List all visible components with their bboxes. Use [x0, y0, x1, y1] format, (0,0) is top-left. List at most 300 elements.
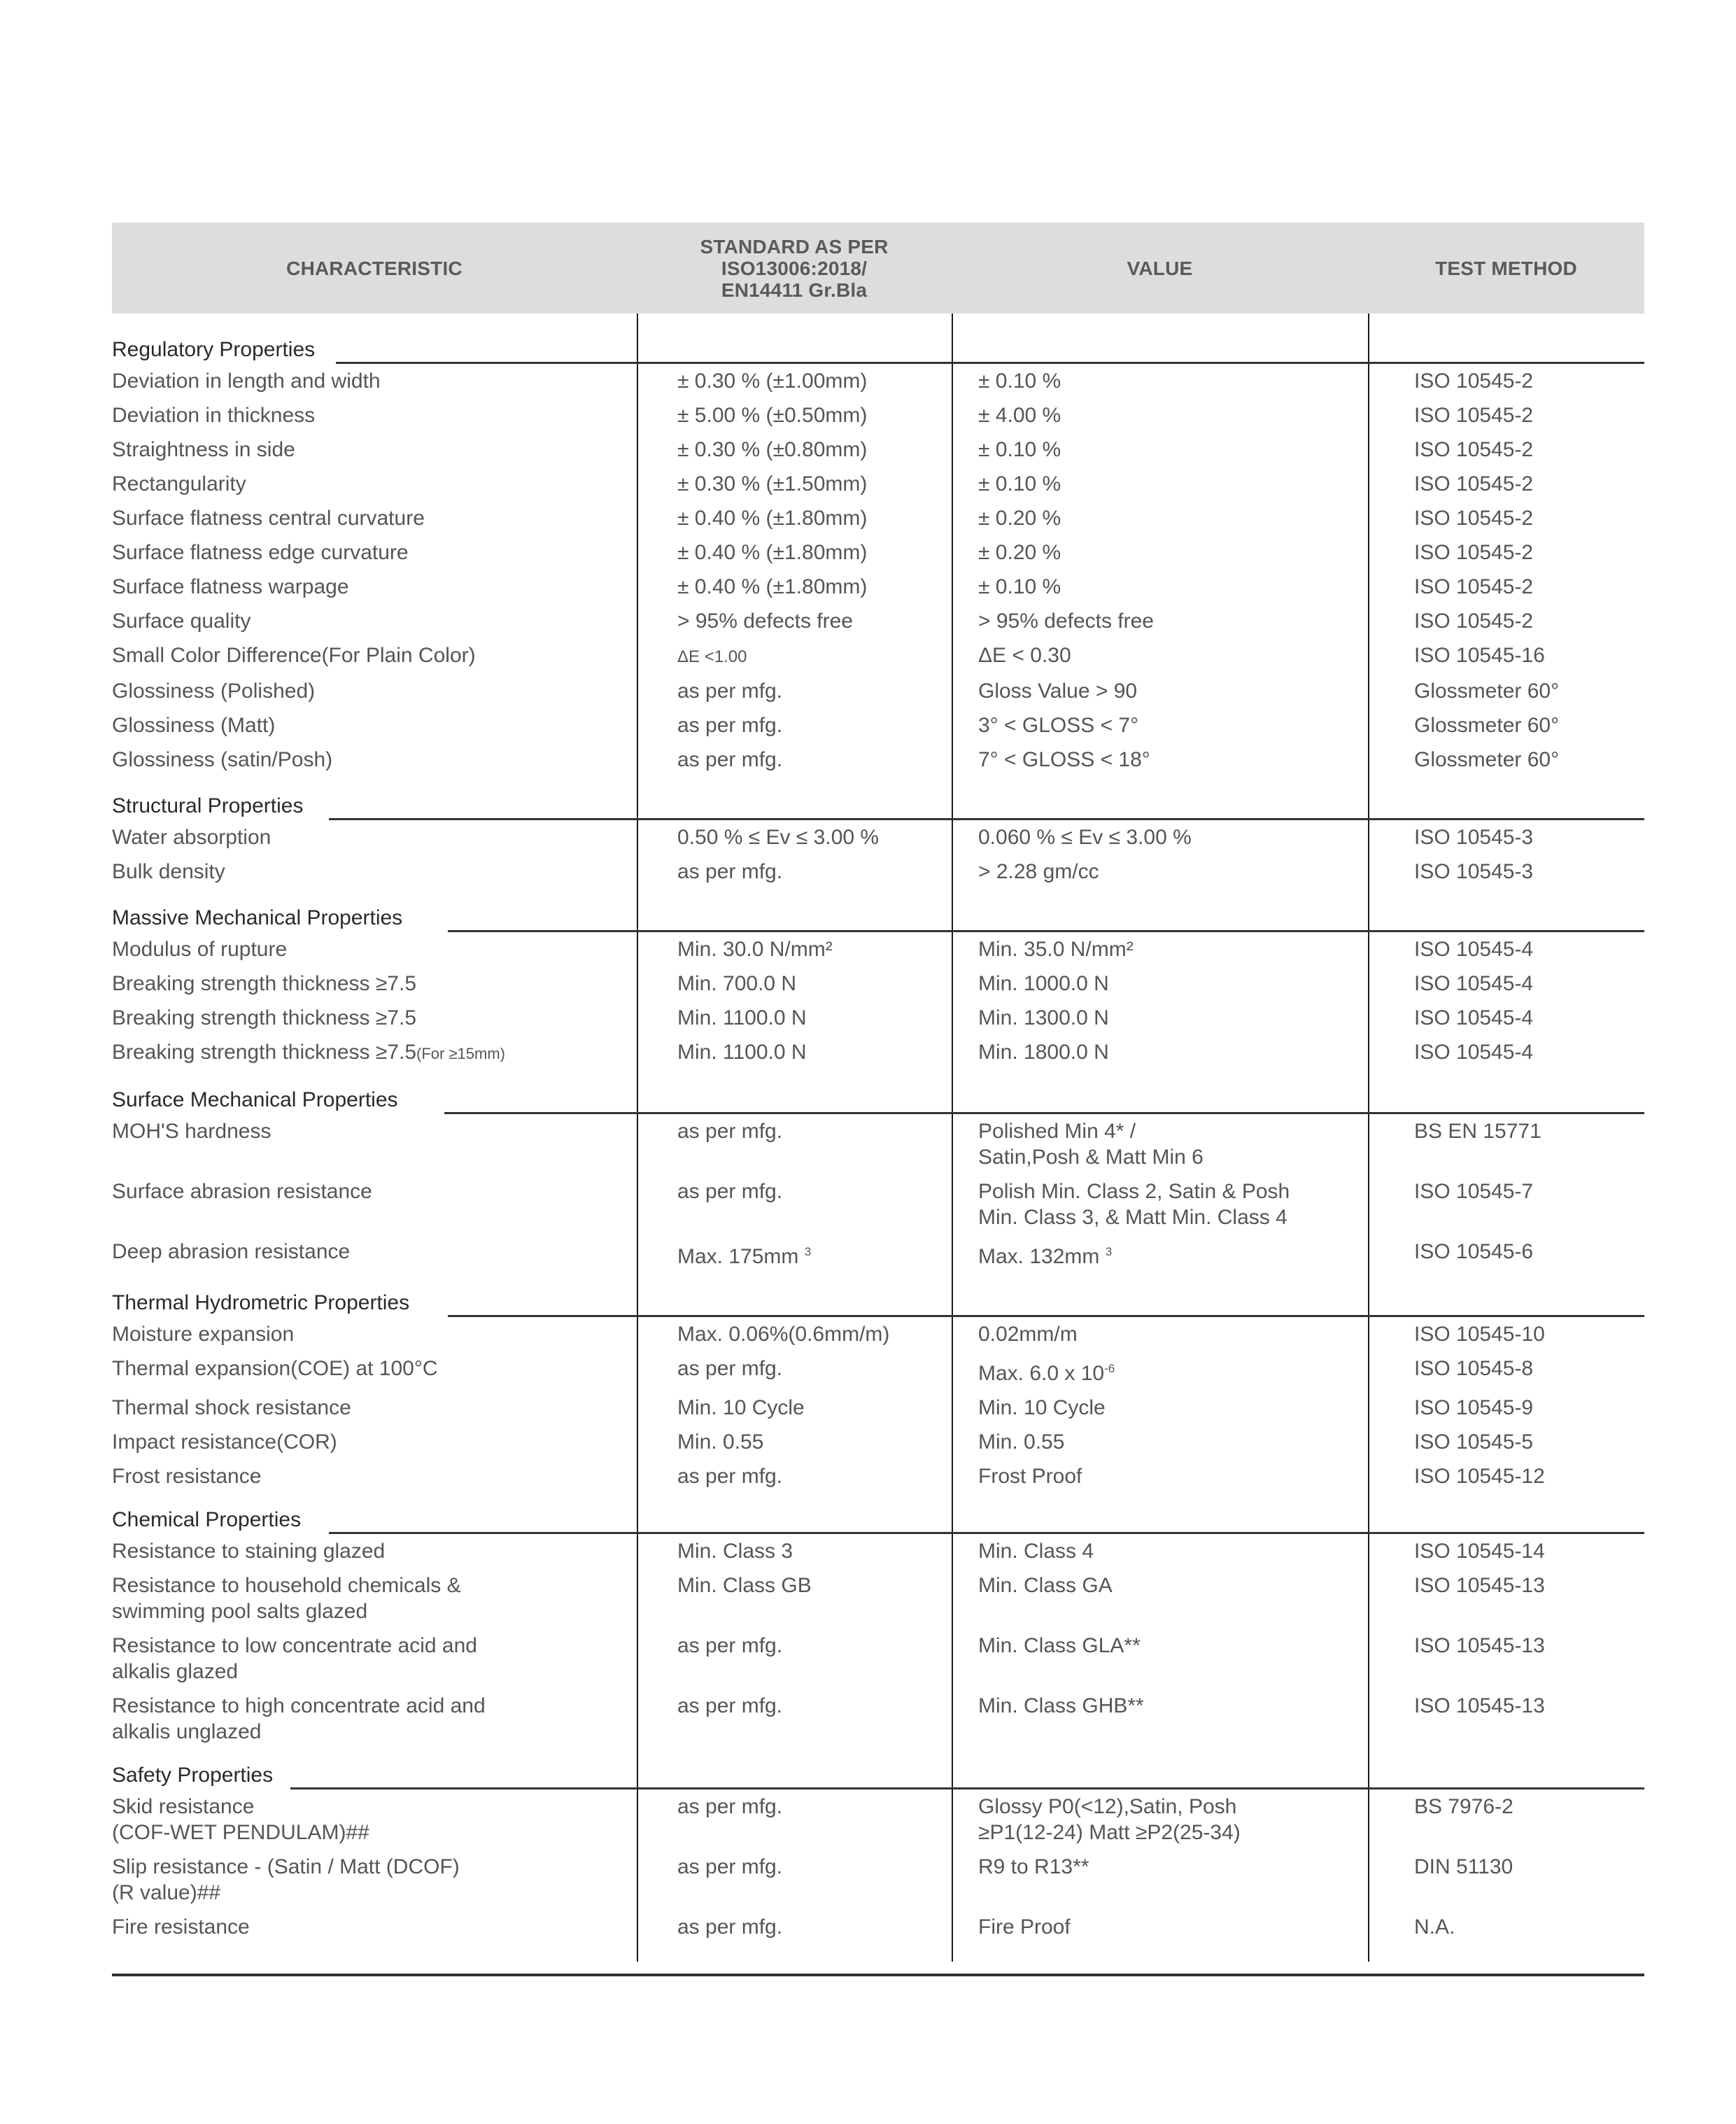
standard-line [677, 1538, 952, 1564]
characteristic-line [112, 747, 637, 773]
standard-cell [637, 1351, 952, 1391]
characteristic-cell [112, 1174, 637, 1235]
value-line [978, 642, 1368, 668]
standard-cell [637, 1425, 952, 1459]
value-cell [952, 932, 1368, 966]
section [112, 784, 1644, 889]
section-title: Thermal Hydrometric Properties [112, 1291, 410, 1314]
standard-text: Min. 1100.0 N [677, 1041, 807, 1064]
section-header [112, 896, 1644, 932]
characteristic-line [112, 936, 637, 962]
value-text: Glossy P0(<12),Satin, Posh [978, 1795, 1237, 1818]
value-text: Min. 35.0 N/mm² [978, 938, 1134, 961]
characteristic-text: Deviation in length and width [112, 370, 381, 393]
standard-line [677, 1321, 952, 1347]
value-line [978, 1179, 1368, 1204]
standard-cell [637, 1850, 952, 1910]
standard-text: Min. 1100.0 N [677, 1006, 807, 1029]
characteristic-text: Breaking strength thickness ≥7.5 [112, 1041, 417, 1064]
value-text: Min. 10 Cycle [978, 1396, 1106, 1419]
characteristic-line [112, 1321, 637, 1347]
standard-text: Min. 10 Cycle [677, 1396, 805, 1419]
value-line2: Min. Class 3, & Matt Min. Class 4 [978, 1206, 1287, 1229]
value-line [978, 505, 1368, 531]
standard-text: as per mfg. [677, 1465, 783, 1488]
value-line [978, 1005, 1368, 1031]
test-method-cell [1368, 1789, 1644, 1850]
characteristic-cell [112, 467, 637, 501]
standard-line [677, 1854, 952, 1880]
section-rule [444, 1112, 1644, 1114]
test-method-cell [1368, 1001, 1644, 1035]
standard-line [677, 1693, 952, 1719]
characteristic-line2: swimming pool salts glazed [112, 1600, 368, 1623]
characteristic-cell [112, 1351, 637, 1391]
table-body [112, 328, 1644, 1976]
standard-text: Max. 175mm [677, 1245, 799, 1268]
test-method-text: ISO 10545-13 [1414, 1634, 1545, 1657]
properties-table [112, 223, 1644, 1976]
test-method-cell [1368, 932, 1644, 966]
standard-line [677, 402, 952, 428]
value-line [978, 678, 1368, 704]
standard-cell [637, 570, 952, 604]
header-standard-line1: STANDARD AS PER [700, 235, 889, 258]
test-method-cell [1368, 1568, 1644, 1629]
test-method-cell [1368, 743, 1644, 777]
characteristic-text: Straightness in side [112, 438, 295, 461]
standard-line [677, 642, 952, 670]
standard-text: > 95% defects free [677, 610, 853, 633]
section-title: Safety Properties [112, 1764, 274, 1787]
characteristic-line [112, 1633, 637, 1659]
standard-text: ΔE <1.00 [677, 647, 747, 666]
characteristic-line [112, 1118, 637, 1144]
test-method-cell [1368, 467, 1644, 501]
standard-text: as per mfg. [677, 680, 783, 703]
characteristic-line [112, 1429, 637, 1455]
value-cell [952, 1850, 1368, 1910]
characteristic-text: Breaking strength thickness ≥7.5 [112, 972, 417, 995]
value-line [978, 1039, 1368, 1065]
value-cell [952, 1174, 1368, 1235]
value-cell [952, 1235, 1368, 1274]
section [112, 1753, 1644, 1944]
standard-cell [637, 1629, 952, 1689]
value-text: ± 4.00 % [978, 404, 1061, 427]
value-cell [952, 1629, 1368, 1689]
value-cell [952, 364, 1368, 398]
value-cell [952, 501, 1368, 535]
value-line [978, 1395, 1368, 1421]
characteristic-cell [112, 570, 637, 604]
characteristic-text: Impact resistance(COR) [112, 1430, 337, 1454]
value-cell [952, 1114, 1368, 1174]
characteristic-cell [112, 364, 637, 398]
standard-text: as per mfg. [677, 714, 783, 737]
value-cell [952, 1568, 1368, 1629]
value-cell [952, 467, 1368, 501]
characteristic-text: Water absorption [112, 826, 271, 849]
value-line [978, 712, 1368, 738]
characteristic-text: Surface quality [112, 610, 251, 633]
value-cell [952, 535, 1368, 570]
characteristic-note: (For ≥15mm) [416, 1045, 505, 1062]
table-row [112, 501, 1644, 535]
section-rule [448, 1315, 1644, 1317]
section-rule [336, 362, 1644, 364]
value-cell [952, 604, 1368, 638]
value-cell [952, 708, 1368, 743]
standard-cell [637, 501, 952, 535]
table-row [112, 398, 1644, 432]
standard-line [677, 1573, 952, 1598]
value-text: 0.02mm/m [978, 1323, 1078, 1346]
value-text: Max. 132mm [978, 1245, 1100, 1268]
value-cell [952, 1910, 1368, 1944]
characteristic-cell [112, 1459, 637, 1493]
section [112, 1498, 1644, 1749]
characteristic-cell [112, 1534, 637, 1568]
table-row [112, 932, 1644, 966]
value-superscript: -6 [1104, 1362, 1115, 1375]
standard-text: ± 0.40 % (±1.80mm) [677, 507, 868, 530]
standard-line [677, 1239, 952, 1270]
characteristic-line [112, 471, 637, 497]
section-rule [448, 930, 1644, 932]
table-row [112, 467, 1644, 501]
test-method-text: ISO 10545-8 [1414, 1357, 1534, 1380]
characteristic-line [112, 402, 637, 428]
table-row [112, 1351, 1644, 1391]
test-method-cell [1368, 1534, 1644, 1568]
value-text: Min. 1800.0 N [978, 1041, 1109, 1064]
characteristic-line [112, 1395, 637, 1421]
standard-line [677, 540, 952, 565]
table-row [112, 1629, 1644, 1689]
standard-line [677, 824, 952, 850]
table-row [112, 1910, 1644, 1944]
value-line [978, 1321, 1368, 1347]
standard-text: ± 0.40 % (±1.80mm) [677, 541, 868, 564]
test-method-text: ISO 10545-4 [1414, 938, 1534, 961]
value-line [978, 437, 1368, 463]
section-header [112, 1078, 1644, 1114]
standard-cell [637, 708, 952, 743]
test-method-text: Glossmeter 60° [1414, 680, 1560, 703]
characteristic-cell [112, 604, 637, 638]
section-rule [329, 1532, 1644, 1534]
standard-text: as per mfg. [677, 748, 783, 771]
test-method-text: Glossmeter 60° [1414, 714, 1560, 737]
test-method-cell [1368, 604, 1644, 638]
value-line [978, 859, 1368, 885]
value-cell [952, 854, 1368, 889]
value-superscript: 3 [1105, 1245, 1113, 1258]
standard-line [677, 471, 952, 497]
value-text: ± 0.10 % [978, 575, 1061, 598]
value-text: ± 0.20 % [978, 541, 1061, 564]
characteristic-line [112, 1573, 637, 1598]
test-method-text: ISO 10545-2 [1414, 507, 1534, 530]
characteristic-text: Glossiness (Matt) [112, 714, 276, 737]
standard-cell [637, 364, 952, 398]
standard-line [677, 1005, 952, 1031]
table-row [112, 820, 1644, 854]
value-text: Min. Class GLA** [978, 1634, 1141, 1657]
test-method-cell [1368, 854, 1644, 889]
characteristic-cell [112, 1629, 637, 1689]
value-text: Min. Class GA [978, 1574, 1113, 1597]
characteristic-text: Fire resistance [112, 1915, 250, 1939]
standard-cell [637, 1174, 952, 1235]
characteristic-line [112, 1463, 637, 1489]
characteristic-text: MOH'S hardness [112, 1120, 271, 1143]
value-cell [952, 1534, 1368, 1568]
value-text: > 2.28 gm/cc [978, 860, 1099, 883]
value-line [978, 1794, 1368, 1820]
standard-text: Min. Class GB [677, 1574, 812, 1597]
standard-superscript: 3 [804, 1245, 812, 1258]
test-method-text: ISO 10545-13 [1414, 1574, 1545, 1597]
standard-cell [637, 535, 952, 570]
test-method-cell [1368, 1689, 1644, 1749]
test-method-cell [1368, 1910, 1644, 1944]
table-row [112, 638, 1644, 674]
characteristic-cell [112, 501, 637, 535]
characteristic-text: Resistance to high concentrate acid and [112, 1694, 486, 1717]
value-text: > 95% defects free [978, 610, 1154, 633]
standard-line [677, 368, 952, 394]
value-line [978, 936, 1368, 962]
test-method-cell [1368, 674, 1644, 708]
standard-text: Min. Class 3 [677, 1540, 793, 1563]
value-line [978, 1538, 1368, 1564]
standard-cell [637, 1235, 952, 1274]
standard-cell [637, 1114, 952, 1174]
value-text: 0.060 % ≤ Ev ≤ 3.00 % [978, 826, 1192, 849]
value-line [978, 1854, 1368, 1880]
characteristic-line [112, 1179, 637, 1204]
standard-cell [637, 1568, 952, 1629]
table-row [112, 1317, 1644, 1351]
standard-line [677, 1039, 952, 1065]
value-cell [952, 1351, 1368, 1391]
standard-cell [637, 1689, 952, 1749]
value-line [978, 1693, 1368, 1719]
characteristic-text: Rectangularity [112, 472, 246, 495]
characteristic-text: Resistance to low concentrate acid and [112, 1634, 477, 1657]
standard-cell [637, 1317, 952, 1351]
table-row [112, 1001, 1644, 1035]
characteristic-cell [112, 854, 637, 889]
test-method-text: ISO 10545-2 [1414, 438, 1534, 461]
characteristic-cell [112, 535, 637, 570]
table-row [112, 364, 1644, 398]
characteristic-cell [112, 1568, 637, 1629]
value-line [978, 402, 1368, 428]
test-method-text: ISO 10545-4 [1414, 972, 1534, 995]
test-method-text: ISO 10545-14 [1414, 1540, 1545, 1563]
characteristic-line [112, 1005, 637, 1031]
header-standard [637, 223, 952, 314]
characteristic-line [112, 437, 637, 463]
section-header [112, 328, 1644, 364]
test-method-text: ISO 10545-3 [1414, 860, 1534, 883]
characteristic-line [112, 505, 637, 531]
characteristic-cell [112, 708, 637, 743]
standard-text: as per mfg. [677, 1915, 783, 1939]
table-row [112, 1035, 1644, 1071]
characteristic-text: Resistance to household chemicals & [112, 1574, 461, 1597]
standard-text: ± 0.30 % (±0.80mm) [677, 438, 868, 461]
standard-cell [637, 743, 952, 777]
value-text: ± 0.10 % [978, 438, 1061, 461]
value-line [978, 1573, 1368, 1598]
value-text: ± 0.20 % [978, 507, 1061, 530]
value-cell [952, 1425, 1368, 1459]
table-row [112, 432, 1644, 467]
characteristic-text: Small Color Difference(For Plain Color) [112, 644, 476, 667]
value-text: 7° < GLOSS < 18° [978, 748, 1150, 771]
section-header [112, 1753, 1644, 1789]
test-method-cell [1368, 570, 1644, 604]
characteristic-line [112, 678, 637, 704]
test-method-text: ISO 10545-7 [1414, 1180, 1534, 1203]
standard-cell [637, 1001, 952, 1035]
value-cell [952, 743, 1368, 777]
standard-text: as per mfg. [677, 1357, 783, 1380]
test-method-cell [1368, 966, 1644, 1001]
value-text: Min. Class GHB** [978, 1694, 1144, 1717]
test-method-text: ISO 10545-2 [1414, 370, 1534, 393]
characteristic-text: Thermal shock resistance [112, 1396, 351, 1419]
standard-line [677, 574, 952, 600]
value-line [978, 1429, 1368, 1455]
section [112, 1281, 1644, 1493]
test-method-cell [1368, 1317, 1644, 1351]
value-text: Polished Min 4* / [978, 1120, 1136, 1143]
characteristic-line [112, 608, 637, 634]
standard-line [677, 1429, 952, 1455]
value-cell [952, 820, 1368, 854]
test-method-text: ISO 10545-2 [1414, 404, 1534, 427]
test-method-text: ISO 10545-2 [1414, 472, 1534, 495]
test-method-cell [1368, 820, 1644, 854]
value-line [978, 1463, 1368, 1489]
test-method-text: Glossmeter 60° [1414, 748, 1560, 771]
section-title: Massive Mechanical Properties [112, 906, 403, 929]
value-text: ± 0.10 % [978, 370, 1061, 393]
section [112, 1078, 1644, 1274]
table-row [112, 1459, 1644, 1493]
table-row [112, 1114, 1644, 1174]
value-text: Min. Class 4 [978, 1540, 1094, 1563]
table-header [112, 223, 1644, 314]
standard-cell [637, 966, 952, 1001]
test-method-cell [1368, 1235, 1644, 1274]
characteristic-text: Surface flatness central curvature [112, 507, 425, 530]
characteristic-cell [112, 932, 637, 966]
characteristic-text: Surface flatness edge curvature [112, 541, 409, 564]
standard-cell [637, 932, 952, 966]
value-text: ΔE < 0.30 [978, 644, 1071, 667]
value-cell [952, 432, 1368, 467]
value-cell [952, 398, 1368, 432]
value-text: Max. 6.0 x 10 [978, 1362, 1105, 1385]
test-method-cell [1368, 1459, 1644, 1493]
value-line [978, 1914, 1368, 1940]
value-cell [952, 1689, 1368, 1749]
value-text: Frost Proof [978, 1465, 1082, 1488]
characteristic-text: Glossiness (satin/Posh) [112, 748, 333, 771]
standard-line [677, 608, 952, 634]
characteristic-line [112, 1914, 637, 1940]
test-method-text: ISO 10545-2 [1414, 575, 1534, 598]
standard-line [677, 1356, 952, 1381]
characteristic-text: Resistance to staining glazed [112, 1540, 386, 1563]
value-line [978, 574, 1368, 600]
value-line [978, 1239, 1368, 1270]
standard-line [677, 437, 952, 463]
standard-line [677, 678, 952, 704]
test-method-cell [1368, 501, 1644, 535]
characteristic-cell [112, 398, 637, 432]
test-method-text: ISO 10545-16 [1414, 644, 1545, 667]
test-method-text: ISO 10545-3 [1414, 826, 1534, 849]
test-method-cell [1368, 1425, 1644, 1459]
header-standard-line3: EN14411 Gr.Bla [721, 279, 868, 301]
section-header [112, 1498, 1644, 1534]
characteristic-cell [112, 820, 637, 854]
standard-cell [637, 604, 952, 638]
characteristic-cell [112, 1850, 637, 1910]
standard-cell [637, 432, 952, 467]
standard-text: ± 0.30 % (±1.50mm) [677, 472, 868, 495]
table-row [112, 854, 1644, 889]
table-row [112, 570, 1644, 604]
table-row [112, 1689, 1644, 1749]
value-line [978, 1633, 1368, 1659]
value-line [978, 747, 1368, 773]
value-line [978, 824, 1368, 850]
test-method-text: ISO 10545-2 [1414, 610, 1534, 633]
standard-cell [637, 398, 952, 432]
value-line [978, 608, 1368, 634]
standard-text: Min. 700.0 N [677, 972, 797, 995]
standard-text: as per mfg. [677, 1795, 783, 1818]
standard-line [677, 1914, 952, 1940]
standard-text: ± 5.00 % (±0.50mm) [677, 404, 868, 427]
value-text: Gloss Value > 90 [978, 680, 1138, 703]
standard-line [677, 971, 952, 997]
standard-cell [637, 1035, 952, 1071]
section-title: Surface Mechanical Properties [112, 1088, 398, 1111]
test-method-text: ISO 10545-10 [1414, 1323, 1545, 1346]
characteristic-line2: alkalis glazed [112, 1660, 239, 1683]
characteristic-line [112, 1693, 637, 1719]
table-row [112, 1174, 1644, 1235]
characteristic-text: Skid resistance [112, 1795, 255, 1818]
characteristic-line [112, 540, 637, 565]
table-row [112, 1425, 1644, 1459]
value-text: Min. 1300.0 N [978, 1006, 1109, 1029]
test-method-text: BS 7976-2 [1414, 1795, 1513, 1818]
value-line2: Satin,Posh & Matt Min 6 [978, 1146, 1204, 1169]
standard-cell [637, 820, 952, 854]
characteristic-text: Breaking strength thickness ≥7.5 [112, 1006, 417, 1029]
test-method-cell [1368, 638, 1644, 674]
